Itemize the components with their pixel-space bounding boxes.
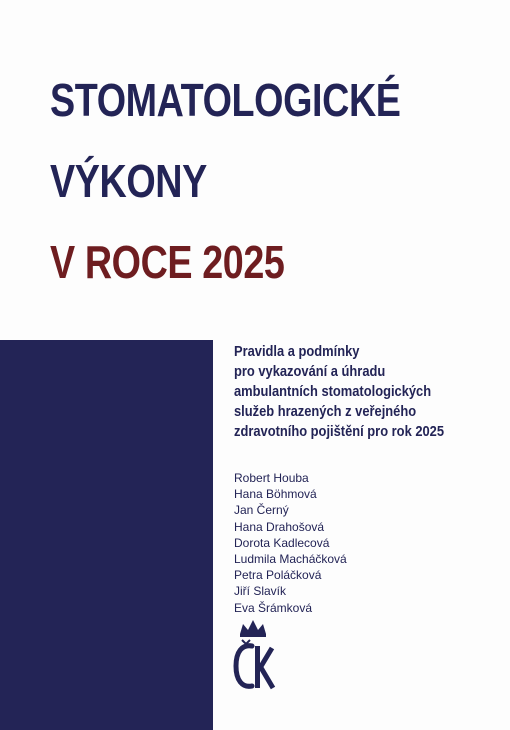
- navy-color-block: [0, 340, 213, 730]
- title-line-1: STOMATOLOGICKÉ: [50, 74, 401, 126]
- author-name: Hana Böhmová: [234, 487, 317, 502]
- author-name: Ludmila Macháčková: [234, 552, 347, 567]
- subtitle-line: pro vykazování a úhradu: [234, 363, 386, 380]
- publisher-logo: [228, 618, 278, 696]
- title-line-3: V ROCE 2025: [50, 236, 285, 288]
- crown-icon: [240, 620, 266, 637]
- subtitle-line: Pravidla a podmínky: [234, 343, 360, 360]
- subtitle-line: služeb hrazených z veřejného: [234, 403, 417, 420]
- author-name: Eva Šrámková: [234, 600, 313, 615]
- author-name: Hana Drahošová: [234, 519, 325, 534]
- author-name: Robert Houba: [234, 471, 309, 485]
- author-name: Dorota Kadlecová: [234, 535, 330, 550]
- author-name: Jiří Slavík: [234, 584, 287, 599]
- author-list: [234, 470, 347, 616]
- title-line-2: VÝKONY: [50, 155, 207, 207]
- subtitle-line: zdravotního pojištění pro rok 2025: [234, 423, 445, 440]
- subtitle-line: ambulantních stomatologických: [234, 383, 432, 400]
- author-name: Jan Černý: [234, 503, 289, 518]
- book-title: [50, 60, 401, 303]
- author-name: Petra Poláčková: [234, 568, 322, 583]
- book-subtitle: [234, 342, 466, 442]
